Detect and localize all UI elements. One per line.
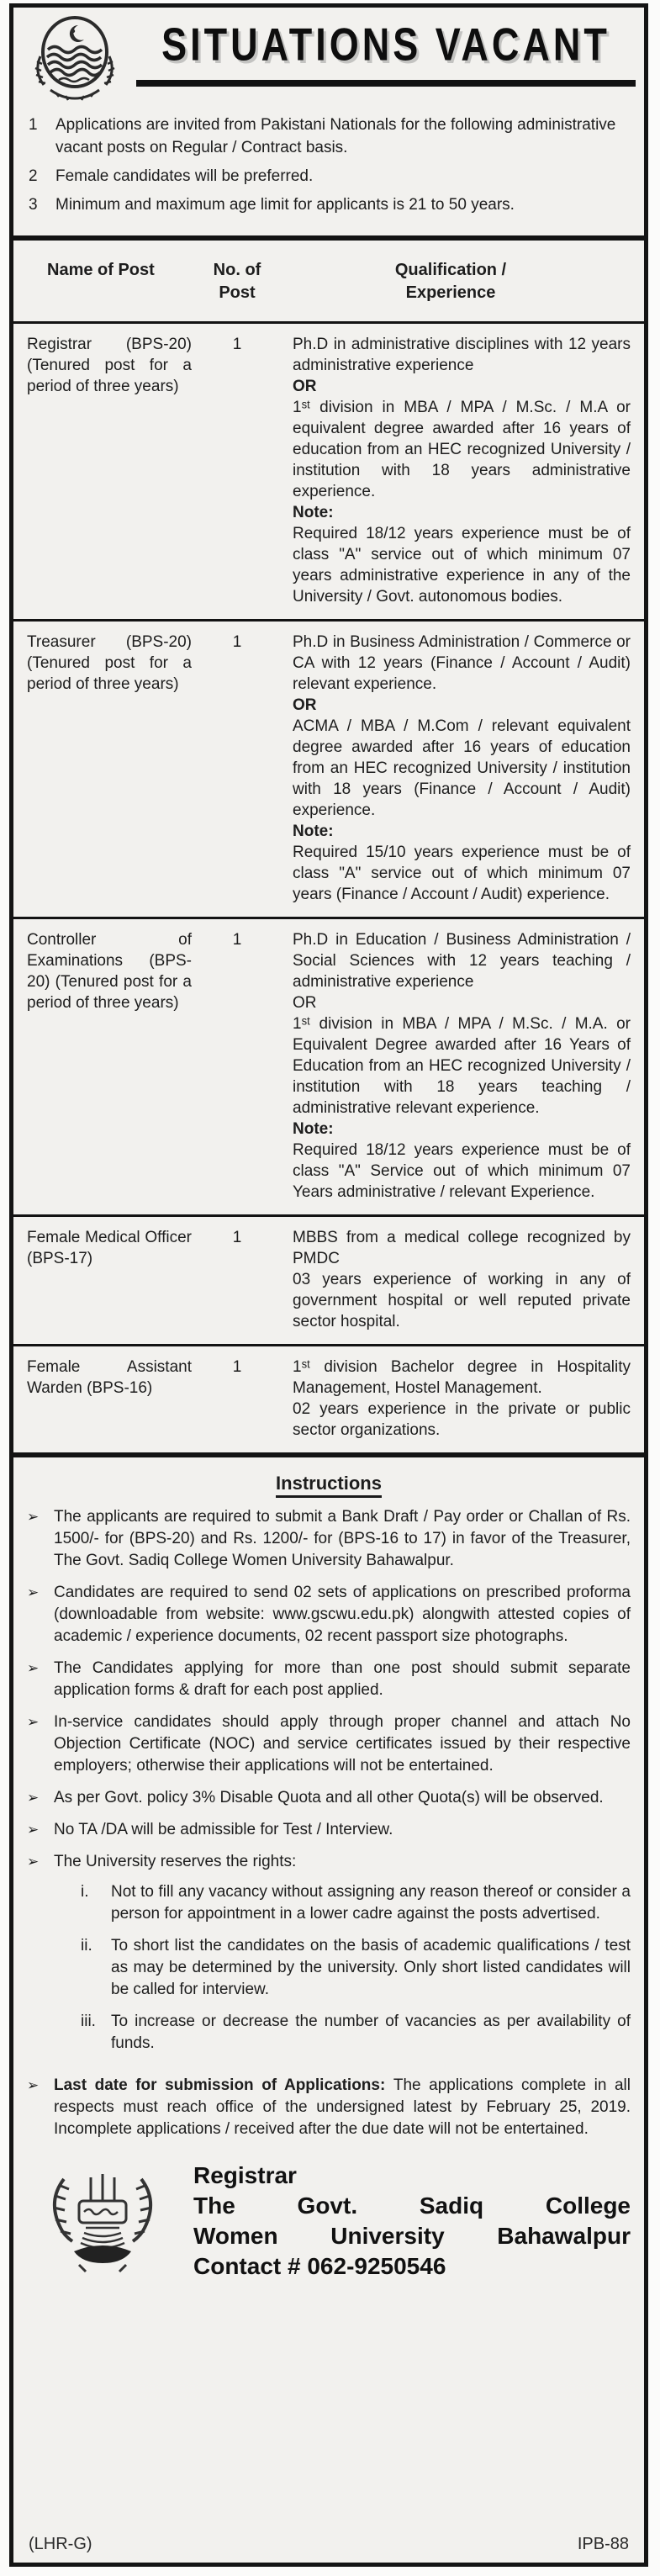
title-underline <box>136 18 636 87</box>
instruction-body: The Candidates applying for more than one post should submit separate application forms & draft for each post applied. <box>54 1659 631 1699</box>
qualification-segment: OR <box>293 696 317 714</box>
instruction-item <box>27 2075 631 2140</box>
intro-item-number: 1 <box>29 116 38 134</box>
instruction-item <box>27 1582 631 1648</box>
qualification-cell <box>271 334 631 607</box>
instruction-item <box>27 1506 631 1572</box>
instruction-body: As per Govt. policy 3% Disable Quota and all other Quota(s) will be observed. <box>54 1789 604 1806</box>
arrow-bullet-icon: ➢ <box>27 1509 40 1525</box>
general-conditions-list <box>29 114 632 235</box>
intro-item-number: 3 <box>29 196 38 214</box>
qualification-segment: OR <box>293 378 317 395</box>
instruction-subitem <box>81 1881 631 1925</box>
post-name-cell: Female Medical Officer (BPS-17) <box>27 1229 192 1267</box>
instruction-text <box>54 2075 631 2140</box>
post-name-cell: Controller of Examinations (BPS-20) (Tenured post for a period of three years) <box>27 931 192 1012</box>
instruction-text <box>54 1819 631 1841</box>
instruction-body: The applications complete in all respects must reach office of the undersigned latest by February 25, 2019. Incomplete applications / received after the due date will not be entertained. <box>54 2076 631 2138</box>
qualification-segment: 02 years experience in the private or public sector organizations. <box>293 1400 631 1439</box>
post-name-cell: Registrar (BPS-20) (Tenured post for a period of three years) <box>27 336 192 395</box>
qualification-segment: Note: <box>293 823 334 840</box>
arrow-bullet-icon: ➢ <box>27 1714 40 1730</box>
instruction-body: In-service candidates should apply through proper channel and attach No Objection Certificate (NOC) and service certificates issued by their respective employers; otherwise their applications will not be entertained. <box>54 1713 631 1775</box>
qualification-segment: 1ˢᵗ division in MBA / MPA / M.Sc. / M.A or equivalent degree awarded after 16 years of education from an HEC recognized University / institution with 18 years administrative experience. <box>293 399 631 500</box>
column-header-line: Qualification / <box>394 261 507 279</box>
intro-item <box>29 165 632 188</box>
instruction-text <box>54 1506 631 1572</box>
table-body <box>13 324 644 1452</box>
subitem-text: Not to fill any vacancy without assigning any reason thereof or consider a person for appointment in a lower cadre against the posts advertised. <box>111 1883 631 1923</box>
page-title: SITUATIONS VACANT <box>161 18 610 71</box>
arrow-bullet-icon: ➢ <box>27 1822 40 1838</box>
signatory-block <box>193 2161 631 2282</box>
qualification-cell <box>271 929 631 1203</box>
instruction-subitem <box>81 1935 631 2001</box>
subitem-text: To increase or decrease the number of vacancies as per availability of funds. <box>111 2013 631 2052</box>
instruction-text <box>54 1851 631 2065</box>
arrow-bullet-icon: ➢ <box>27 1854 40 1870</box>
arrow-bullet-icon: ➢ <box>27 1790 40 1806</box>
table-row <box>13 1214 644 1344</box>
column-header <box>203 259 271 304</box>
arrow-bullet-icon: ➢ <box>27 2077 40 2093</box>
qualification-segment: Required 18/12 years experience must be of class "A" service out of which minimum 07 years administrative experience in any of the University / Govt. autonomous bodies. <box>293 525 631 606</box>
table-row <box>13 619 644 917</box>
column-header <box>27 259 203 304</box>
post-count-cell: 1 <box>232 633 242 651</box>
subitem-number: i. <box>81 1883 89 1901</box>
signatory-org-line-2: Women University Bahawalpur <box>193 2223 631 2249</box>
instructions-heading <box>27 1473 631 1494</box>
instruction-item <box>27 1819 631 1841</box>
instruction-sublist <box>54 1881 631 2055</box>
post-count-cell: 1 <box>232 336 242 353</box>
post-count-cell: 1 <box>232 1358 242 1376</box>
subitem-text: To short list the candidates on the basis of academic qualifications / test as may be determined by the university. Only short listed candidates will be called for interview. <box>111 1937 631 1998</box>
intro-item-text: Female candidates will be preferred. <box>55 167 314 185</box>
instruction-bold-prefix: Last date for submission of Applications: <box>54 2076 393 2094</box>
table-row <box>13 917 644 1214</box>
qualification-segment: MBBS from a medical college recognized by PMDC <box>293 1229 631 1267</box>
instruction-text <box>54 1787 631 1809</box>
instructions-heading-text: Instructions <box>276 1473 382 1498</box>
university-crest-logo <box>35 2167 170 2275</box>
column-header-line: Post <box>219 283 256 302</box>
instruction-item <box>27 1851 631 2065</box>
instruction-item <box>27 1658 631 1701</box>
instructions-section <box>13 1452 644 2155</box>
instruction-item <box>27 1711 631 1777</box>
instructions-list <box>27 1506 631 2140</box>
column-header <box>271 259 631 304</box>
qualification-cell <box>271 1227 631 1332</box>
punjab-government-crest-logo <box>25 14 124 102</box>
intro-item <box>29 193 632 216</box>
qualification-cell <box>271 632 631 905</box>
post-name-cell: Treasurer (BPS-20) (Tenured post for a period of three years) <box>27 633 192 693</box>
instruction-text <box>54 1582 631 1648</box>
qualification-segment: 1ˢᵗ division in MBA / MPA / M.Sc. / M.A. or Equivalent Degree awarded after 16 Years of Education from an HEC recognized University / institution with 18 years teaching / administrative relevant experience. <box>293 1015 631 1117</box>
instruction-body: Candidates are required to send 02 sets of applications on prescribed proforma (downloadable from website: www.gscwu.edu.pk) alongwith attested copies of academic / experience documents, 02 recent passport size photographs. <box>54 1584 631 1645</box>
intro-item <box>29 114 632 159</box>
advert-container <box>9 3 648 2567</box>
arrow-bullet-icon: ➢ <box>27 1660 40 1676</box>
qualification-segment: Note: <box>293 504 334 521</box>
qualification-segment: Ph.D in administrative disciplines with 12 years administrative experience <box>293 336 631 374</box>
instruction-body: The University reserves the rights: <box>54 1853 297 1870</box>
signatory-org-line-1: The Govt. Sadiq College <box>193 2193 631 2219</box>
arrow-bullet-icon: ➢ <box>27 1584 40 1600</box>
table-row <box>13 324 644 619</box>
qualification-segment: 03 years experience of working in any of government hospital or well reputed private sector hospital. <box>293 1271 631 1330</box>
column-header-line: Name of Post <box>47 261 155 279</box>
table-row <box>13 1344 644 1452</box>
qualification-segment: Ph.D in Business Administration / Commerce or CA with 12 years (Finance / Account / Audit) relevant experience. <box>293 633 631 693</box>
intro-item-text: Minimum and maximum age limit for applicants is 21 to 50 years. <box>55 196 515 214</box>
vacancies-table <box>13 235 644 1452</box>
column-header-line: No. of <box>213 261 261 279</box>
qualification-segment: Required 15/10 years experience must be of class "A" service out of which minimum 07 years (Finance / Account / Audit) experience. <box>293 844 631 903</box>
instruction-text <box>54 1711 631 1777</box>
qualification-segment: ACMA / MBA / M.Com / relevant equivalent degree awarded after 16 years of education from an HEC recognized University / institution with 18 years (Finance / Account / Audit) experience. <box>293 717 631 819</box>
table-header-row <box>13 241 644 324</box>
qualification-segment: 1ˢᵗ division Bachelor degree in Hospitality Management, Hostel Management. <box>293 1358 631 1397</box>
instruction-text <box>54 1658 631 1701</box>
qualification-segment: OR <box>293 994 317 1012</box>
intro-item-text: Applications are invited from Pakistani Nationals for the following administrative vacant posts on Regular / Contract basis. <box>55 116 616 156</box>
subitem-number: iii. <box>81 2013 96 2030</box>
signatory-title: Registrar <box>193 2162 297 2188</box>
signatory-contact: Contact # 062-9250546 <box>193 2253 446 2279</box>
instruction-body: No TA /DA will be admissible for Test / Interview. <box>54 1821 393 1838</box>
instruction-body: The applicants are required to submit a Bank Draft / Pay order or Challan of Rs. 1500/- for (BPS-20) and Rs. 1200/- for (BPS-16 to 17) in favor of the Treasurer, The Govt. Sadiq College Women University Bahawalpur. <box>54 1508 631 1569</box>
masthead <box>13 8 644 105</box>
column-header-line: Experience <box>405 283 496 302</box>
signature-footer <box>13 2155 644 2282</box>
qualification-segment: Note: <box>293 1120 334 1138</box>
instruction-item <box>27 1787 631 1809</box>
agency-code-right: IPB-88 <box>577 2535 629 2553</box>
qualification-cell <box>271 1357 631 1441</box>
post-count-cell: 1 <box>232 931 242 949</box>
qualification-segment: Ph.D in Education / Business Administration / Social Sciences with 12 years teaching / administrative experience <box>293 931 631 991</box>
qualification-segment: Required 18/12 years experience must be of class "A" Service out of which minimum 07 Years administrative / relevant Experience. <box>293 1141 631 1201</box>
instruction-subitem <box>81 2011 631 2055</box>
post-count-cell: 1 <box>232 1229 242 1246</box>
post-name-cell: Female Assistant Warden (BPS-16) <box>27 1358 192 1397</box>
subitem-number: ii. <box>81 1937 92 1954</box>
agency-code-left: (LHR-G) <box>29 2535 92 2553</box>
agency-codes-row <box>13 2535 644 2563</box>
intro-item-number: 2 <box>29 167 38 185</box>
